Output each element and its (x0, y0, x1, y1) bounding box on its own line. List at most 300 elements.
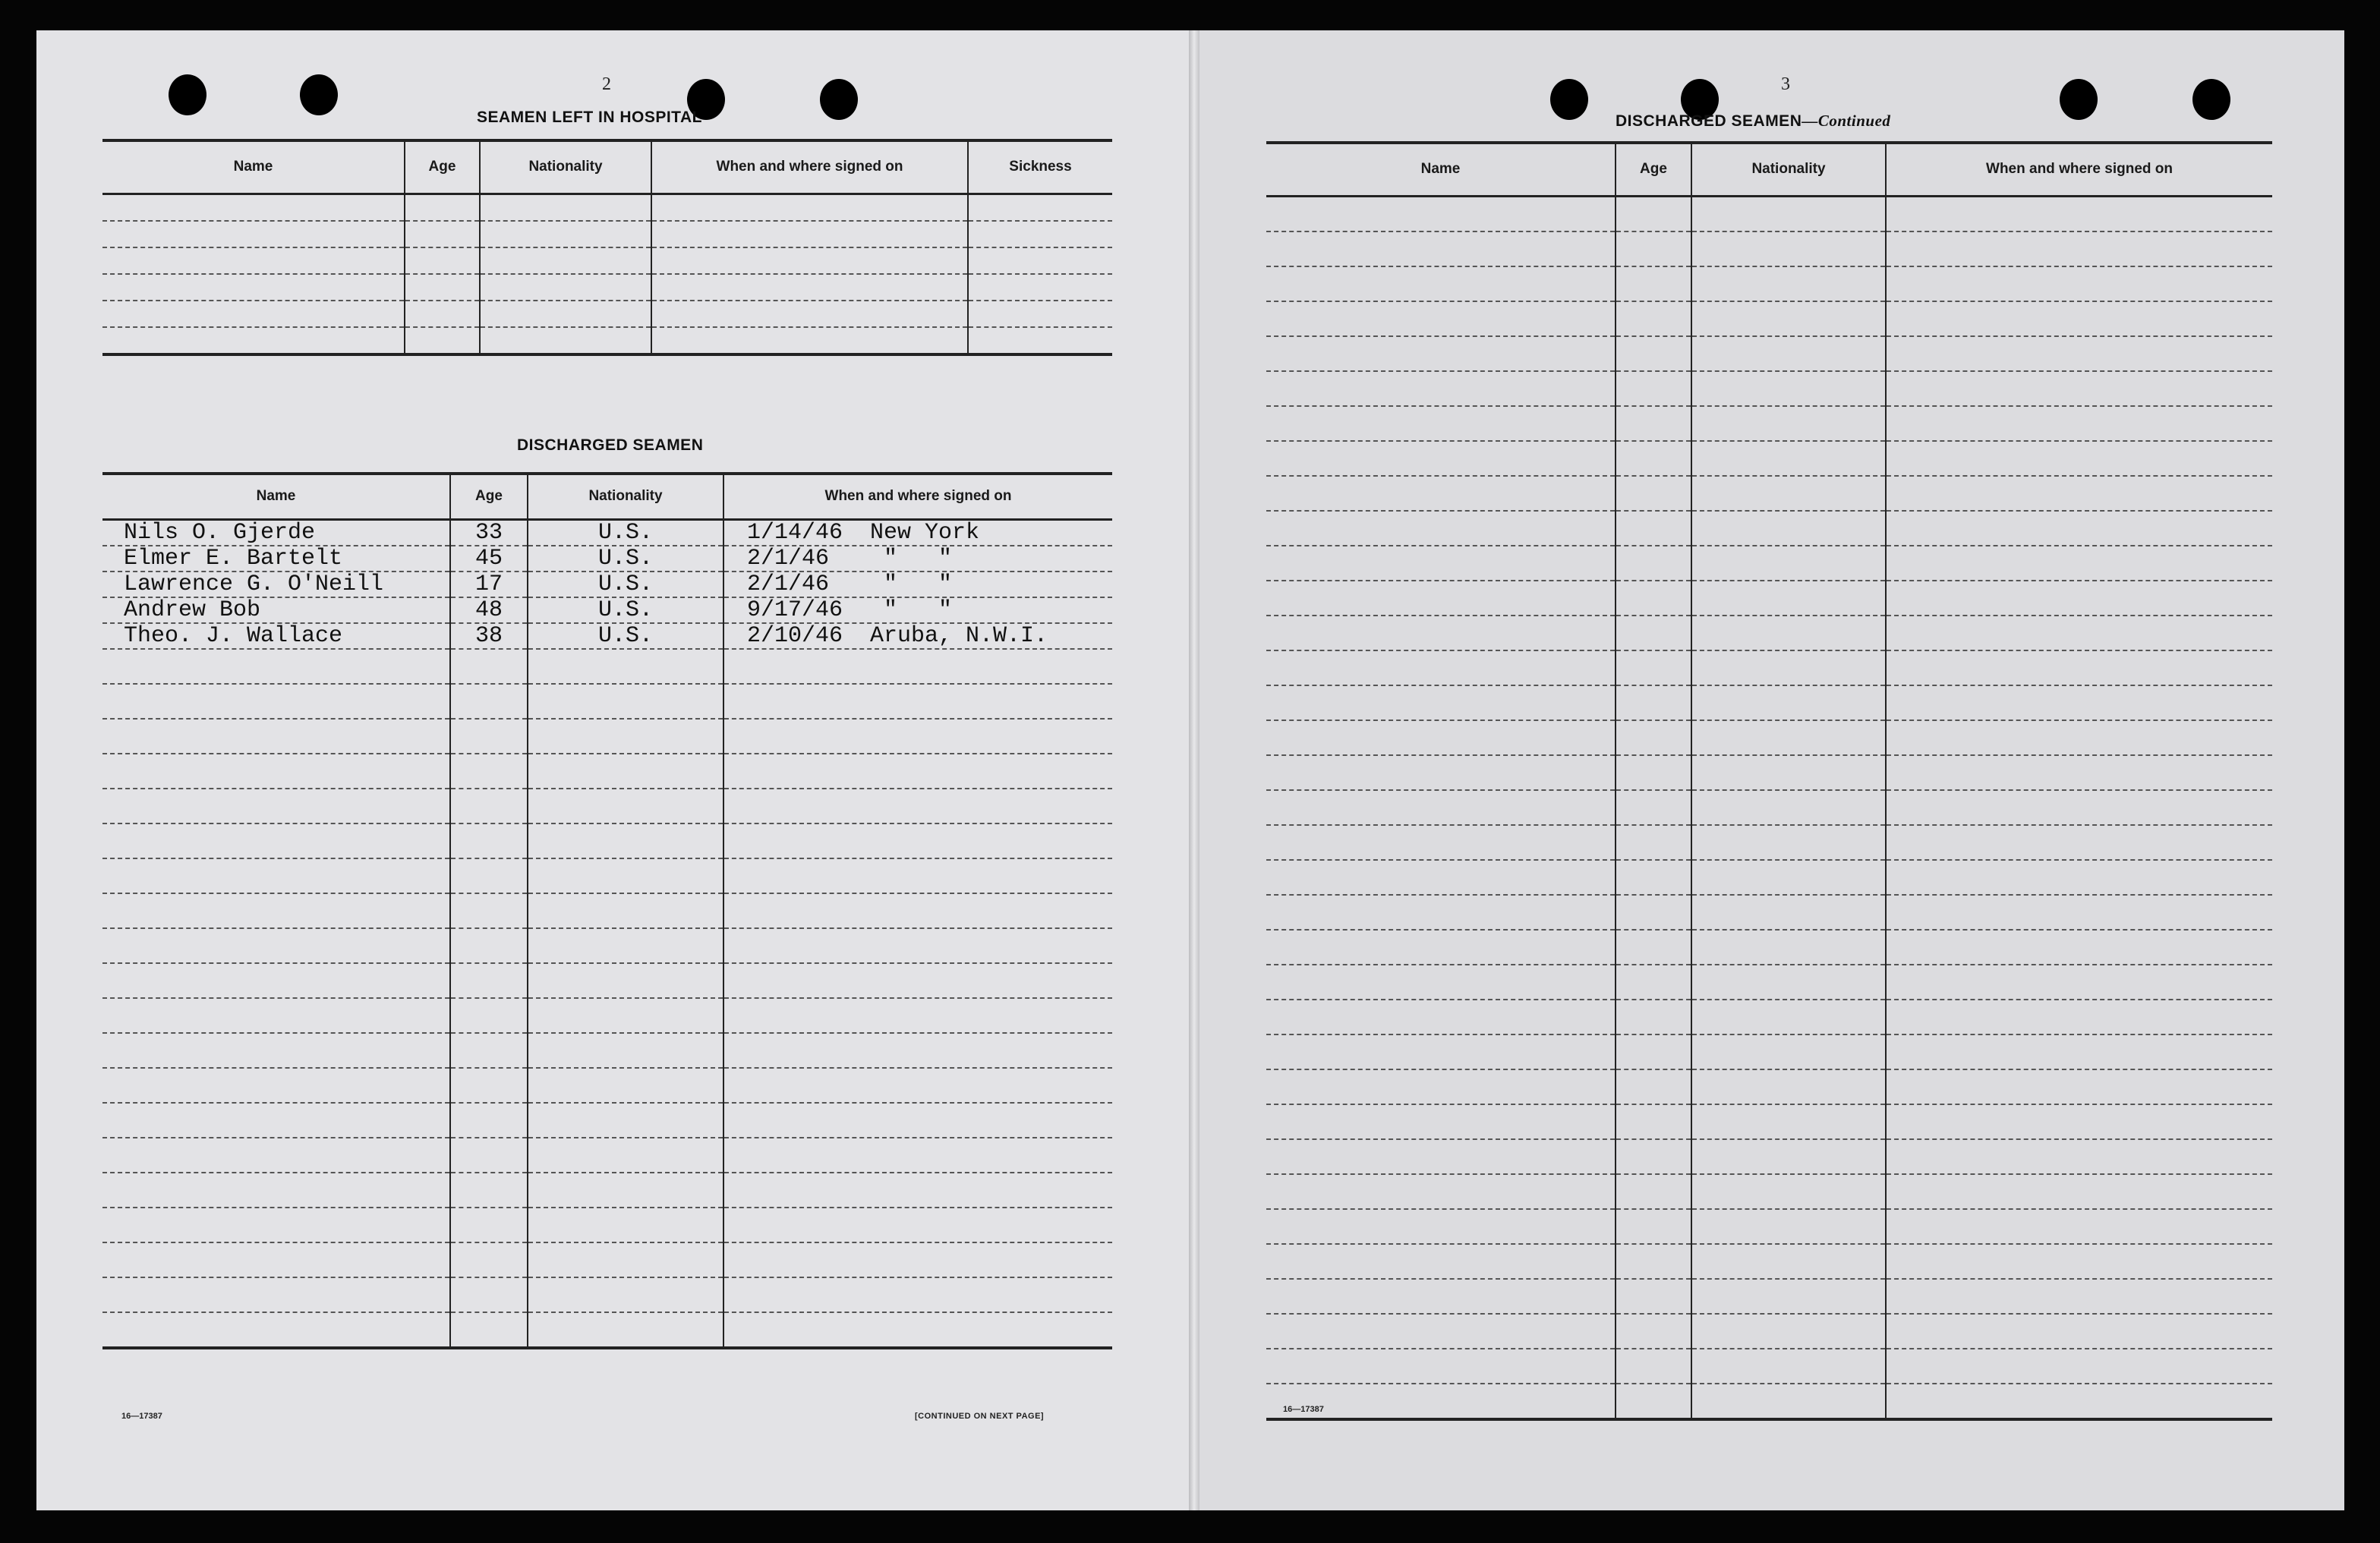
table-row (102, 1242, 1112, 1277)
name-cell (1266, 755, 1616, 790)
nationality-cell (528, 858, 723, 893)
column-header-name: Name (233, 159, 273, 175)
age-cell (450, 858, 528, 893)
table-row (102, 893, 1112, 928)
name-cell (1266, 1209, 1616, 1244)
nationality-cell (528, 1068, 723, 1103)
table-row (1266, 546, 2272, 581)
discharged-continued-title (1616, 112, 1890, 131)
when-where-cell (723, 823, 1112, 858)
nationality-cell (1691, 511, 1886, 546)
when-where-cell (1886, 860, 2272, 895)
age-cell (450, 1138, 528, 1173)
table-row (102, 274, 1112, 301)
age-cell (450, 719, 528, 754)
table-row (102, 1277, 1112, 1312)
nationality-cell (528, 719, 723, 754)
column-header-when-where: When and where signed on (1886, 143, 2272, 196)
table-row (1266, 336, 2272, 371)
age-cell (1616, 720, 1691, 755)
name-cell (102, 858, 450, 893)
when-where-cell (1886, 965, 2272, 1000)
when-where-cell (651, 274, 968, 301)
table-row (1266, 581, 2272, 616)
table-row (102, 572, 1112, 597)
name-cell (1266, 685, 1616, 720)
nationality-cell (480, 274, 651, 301)
sickness-cell (968, 274, 1112, 301)
table-row (1266, 476, 2272, 511)
form-number: 16—17387 (1283, 1405, 1324, 1414)
table-row (1266, 441, 2272, 476)
when-where-cell (1886, 1349, 2272, 1384)
name-cell: Nils O. Gjerde (102, 519, 450, 546)
when-where-cell (1886, 1384, 2272, 1419)
name-cell (102, 1312, 450, 1348)
table-row (102, 1068, 1112, 1103)
sickness-cell (968, 247, 1112, 274)
nationality-cell (1691, 1314, 1886, 1349)
table-row (102, 823, 1112, 858)
page-fold (1189, 30, 1199, 1510)
column-header-when-where: When and where signed on (723, 474, 1112, 519)
table-row (1266, 930, 2272, 965)
age-cell (405, 221, 480, 247)
nationality-cell (528, 893, 723, 928)
when-where-cell (723, 1208, 1112, 1242)
name-cell (102, 221, 405, 247)
age-cell (1616, 1209, 1691, 1244)
age-cell (1616, 231, 1691, 266)
age-cell (1616, 476, 1691, 511)
age-cell (1616, 1104, 1691, 1139)
table-row (1266, 301, 2272, 336)
continued-suffix: —Continued (1802, 112, 1891, 130)
table-row (102, 221, 1112, 247)
table-row (1266, 1209, 2272, 1244)
table-row (102, 623, 1112, 649)
table-row (1266, 825, 2272, 860)
sickness-cell (968, 221, 1112, 247)
table-row (102, 1208, 1112, 1242)
when-where-cell: 9/17/46 " " (723, 597, 1112, 623)
age-cell (1616, 790, 1691, 825)
nationality-cell (1691, 930, 1886, 965)
nationality-cell (1691, 755, 1886, 790)
table-row (1266, 406, 2272, 441)
age-cell (1616, 581, 1691, 616)
when-where-cell (1886, 1139, 2272, 1174)
age-cell (1616, 441, 1691, 476)
age-cell (1616, 1034, 1691, 1069)
name-cell (102, 327, 405, 354)
table-row (102, 998, 1112, 1033)
name-cell (1266, 546, 1616, 581)
table-row (1266, 371, 2272, 406)
age-cell (1616, 930, 1691, 965)
nationality-cell (1691, 1209, 1886, 1244)
name-cell (102, 1208, 450, 1242)
table-row (1266, 755, 2272, 790)
age-cell (450, 1173, 528, 1208)
name-cell (102, 247, 405, 274)
name-cell (1266, 1034, 1616, 1069)
name-cell (1266, 406, 1616, 441)
name-cell (1266, 965, 1616, 1000)
nationality-cell: U.S. (528, 623, 723, 649)
when-where-cell: 2/1/46 " " (723, 546, 1112, 572)
nationality-cell (528, 1138, 723, 1173)
when-where-cell (1886, 476, 2272, 511)
name-cell (102, 1242, 450, 1277)
column-header-nationality: Nationality (528, 474, 723, 519)
age-cell (1616, 1069, 1691, 1104)
name-cell (1266, 1104, 1616, 1139)
when-where-cell (723, 1138, 1112, 1173)
age-cell (1616, 1279, 1691, 1314)
table-row (1266, 720, 2272, 755)
name-cell (1266, 1244, 1616, 1279)
age-cell (450, 963, 528, 998)
when-where-cell (723, 719, 1112, 754)
nationality-cell (1691, 965, 1886, 1000)
age-cell: 48 (450, 597, 528, 623)
name-cell (102, 194, 405, 221)
sickness-cell (968, 301, 1112, 327)
age-cell (1616, 1244, 1691, 1279)
name-cell (1266, 231, 1616, 266)
table-row (102, 754, 1112, 789)
name-cell (1266, 930, 1616, 965)
name-cell (102, 754, 450, 789)
when-where-cell (651, 247, 968, 274)
name-cell (1266, 860, 1616, 895)
sickness-cell (968, 327, 1112, 354)
when-where-cell (723, 649, 1112, 684)
when-where-cell (723, 963, 1112, 998)
column-header-name: Name (1420, 161, 1461, 178)
name-cell: Elmer E. Bartelt (102, 546, 450, 572)
age-cell (1616, 371, 1691, 406)
table-row (1266, 1314, 2272, 1349)
when-where-cell (723, 789, 1112, 823)
continued-note: [CONTINUED ON NEXT PAGE] (915, 1412, 1045, 1421)
age-cell (1616, 196, 1691, 231)
name-cell (1266, 790, 1616, 825)
table-row (1266, 196, 2272, 231)
nationality-cell (528, 1103, 723, 1138)
punch-hole (820, 79, 858, 120)
name-cell (102, 684, 450, 719)
nationality-cell (1691, 1349, 1886, 1384)
age-cell (450, 1103, 528, 1138)
nationality-cell (1691, 1279, 1886, 1314)
when-where-cell (1886, 266, 2272, 301)
age-cell (1616, 1139, 1691, 1174)
name-cell (102, 1173, 450, 1208)
discharged-table (102, 472, 1112, 1349)
age-cell (450, 1033, 528, 1068)
age-cell (1616, 965, 1691, 1000)
form-number: 16—17387 (121, 1412, 162, 1421)
name-cell (102, 1277, 450, 1312)
nationality-cell (1691, 1139, 1886, 1174)
nationality-cell (1691, 1384, 1886, 1419)
when-where-cell (1886, 1000, 2272, 1034)
age-cell (1616, 1384, 1691, 1419)
table-row (1266, 1139, 2272, 1174)
nationality-cell (1691, 231, 1886, 266)
nationality-cell (528, 1173, 723, 1208)
age-cell (450, 754, 528, 789)
hospital-table (102, 139, 1112, 356)
when-where-cell (651, 301, 968, 327)
when-where-cell (723, 1242, 1112, 1277)
when-where-cell (1886, 581, 2272, 616)
nationality-cell (1691, 546, 1886, 581)
age-cell (450, 1068, 528, 1103)
page-number: 2 (602, 74, 611, 94)
name-cell (1266, 1139, 1616, 1174)
nationality-cell (1691, 476, 1886, 511)
table-row (1266, 685, 2272, 720)
name-cell (102, 963, 450, 998)
discharged-continued-table (1266, 141, 2272, 1421)
table-header-row (102, 474, 1112, 519)
age-cell (1616, 1314, 1691, 1349)
table-row (1266, 511, 2272, 546)
table-row (102, 597, 1112, 623)
table-row (1266, 266, 2272, 301)
when-where-cell (1886, 755, 2272, 790)
column-header-sickness: Sickness (968, 140, 1112, 194)
nationality-cell (1691, 336, 1886, 371)
column-header-when-where: When and where signed on (651, 140, 968, 194)
when-where-cell (1886, 1209, 2272, 1244)
table-row (102, 247, 1112, 274)
age-cell (1616, 1349, 1691, 1384)
table-row (1266, 616, 2272, 650)
column-header-age: Age (1616, 143, 1691, 196)
table-row (102, 649, 1112, 684)
name-cell (1266, 336, 1616, 371)
table-header-row (102, 140, 1112, 194)
name-cell (1266, 1279, 1616, 1314)
when-where-cell (1886, 1314, 2272, 1349)
nationality-cell (528, 789, 723, 823)
when-where-cell (1886, 1069, 2272, 1104)
age-cell (1616, 650, 1691, 685)
name-cell (1266, 1349, 1616, 1384)
nationality-cell (528, 1033, 723, 1068)
name-cell (1266, 1000, 1616, 1034)
name-cell (1266, 650, 1616, 685)
nationality-cell (480, 221, 651, 247)
age-cell (450, 928, 528, 963)
when-where-cell (723, 1173, 1112, 1208)
name-cell (102, 823, 450, 858)
table-row (102, 301, 1112, 327)
nationality-cell: U.S. (528, 597, 723, 623)
age-cell (405, 247, 480, 274)
name-cell (102, 1033, 450, 1068)
when-where-cell (1886, 1034, 2272, 1069)
punch-hole (1550, 79, 1588, 120)
when-where-cell (723, 998, 1112, 1033)
table-row (102, 519, 1112, 546)
name-cell (102, 928, 450, 963)
when-where-cell (723, 928, 1112, 963)
when-where-cell (1886, 371, 2272, 406)
table-row (102, 1103, 1112, 1138)
table-row (1266, 1349, 2272, 1384)
when-where-cell (651, 327, 968, 354)
name-cell (102, 789, 450, 823)
when-where-cell (723, 1312, 1112, 1348)
when-where-cell (1886, 720, 2272, 755)
name-cell (1266, 895, 1616, 930)
nationality-cell (528, 684, 723, 719)
when-where-cell (1886, 196, 2272, 231)
when-where-cell: 2/10/46 Aruba, N.W.I. (723, 623, 1112, 649)
name-cell (102, 274, 405, 301)
table-row (102, 963, 1112, 998)
table-row (102, 546, 1112, 572)
nationality-cell (528, 1312, 723, 1348)
nationality-cell (1691, 860, 1886, 895)
table-row (102, 194, 1112, 221)
name-cell (102, 1103, 450, 1138)
nationality-cell (1691, 581, 1886, 616)
nationality-cell (528, 754, 723, 789)
age-cell (1616, 685, 1691, 720)
when-where-cell (723, 1068, 1112, 1103)
when-where-cell (723, 1103, 1112, 1138)
nationality-cell (528, 998, 723, 1033)
table-row (1266, 1174, 2272, 1209)
table-row (1266, 1279, 2272, 1314)
age-cell (1616, 895, 1691, 930)
punch-hole (2192, 79, 2230, 120)
name-cell (1266, 616, 1616, 650)
age-cell: 45 (450, 546, 528, 572)
age-cell (1616, 755, 1691, 790)
table-row (1266, 1104, 2272, 1139)
age-cell (1616, 546, 1691, 581)
when-where-cell (723, 1033, 1112, 1068)
name-cell (102, 719, 450, 754)
nationality-cell (1691, 1034, 1886, 1069)
when-where-cell (1886, 930, 2272, 965)
age-cell (1616, 860, 1691, 895)
when-where-cell (723, 893, 1112, 928)
column-header-age: Age (450, 474, 528, 519)
when-where-cell (1886, 825, 2272, 860)
nationality-cell (528, 928, 723, 963)
table-row (102, 858, 1112, 893)
name-cell (1266, 196, 1616, 231)
when-where-cell: 2/1/46 " " (723, 572, 1112, 597)
name-cell (1266, 1174, 1616, 1209)
when-where-cell (1886, 511, 2272, 546)
when-where-cell (1886, 790, 2272, 825)
age-cell (1616, 406, 1691, 441)
nationality-cell (1691, 616, 1886, 650)
name-cell (1266, 266, 1616, 301)
name-cell (1266, 1069, 1616, 1104)
when-where-cell (1886, 650, 2272, 685)
age-cell (450, 1208, 528, 1242)
name-cell (102, 1068, 450, 1103)
table-row (102, 1138, 1112, 1173)
when-where-cell (1886, 895, 2272, 930)
table-header-row (1266, 143, 2272, 196)
nationality-cell (480, 301, 651, 327)
table-row (1266, 860, 2272, 895)
discharged-continued-label: DISCHARGED SEAMEN (1616, 112, 1802, 130)
nationality-cell (480, 194, 651, 221)
when-where-cell (1886, 336, 2272, 371)
sickness-cell (968, 194, 1112, 221)
age-cell (450, 893, 528, 928)
table-row (102, 1033, 1112, 1068)
nationality-cell (528, 823, 723, 858)
when-where-cell (1886, 301, 2272, 336)
age-cell: 38 (450, 623, 528, 649)
age-cell: 17 (450, 572, 528, 597)
hospital-section-title: SEAMEN LEFT IN HOSPITAL (477, 109, 702, 126)
name-cell: Andrew Bob (102, 597, 450, 623)
nationality-cell (1691, 1244, 1886, 1279)
when-where-cell (651, 194, 968, 221)
nationality-cell (1691, 790, 1886, 825)
when-where-cell (723, 684, 1112, 719)
name-cell (1266, 1314, 1616, 1349)
when-where-cell: 1/14/46 New York (723, 519, 1112, 546)
table-row (102, 928, 1112, 963)
age-cell (450, 1242, 528, 1277)
nationality-cell (1691, 301, 1886, 336)
age-cell (450, 1277, 528, 1312)
table-row (1266, 965, 2272, 1000)
nationality-cell (1691, 1104, 1886, 1139)
age-cell (1616, 1000, 1691, 1034)
discharged-section-title: DISCHARGED SEAMEN (517, 436, 704, 454)
punch-hole (300, 74, 338, 115)
table-row (102, 789, 1112, 823)
table-row (102, 327, 1112, 354)
age-cell (405, 274, 480, 301)
nationality-cell (1691, 895, 1886, 930)
age-cell (405, 327, 480, 354)
nationality-cell (1691, 1000, 1886, 1034)
column-header-age: Age (405, 140, 480, 194)
when-where-cell (1886, 1104, 2272, 1139)
when-where-cell (1886, 1244, 2272, 1279)
table-row (1266, 1034, 2272, 1069)
age-cell (450, 789, 528, 823)
nationality-cell (1691, 650, 1886, 685)
table-row (1266, 231, 2272, 266)
nationality-cell: U.S. (528, 519, 723, 546)
table-row (1266, 650, 2272, 685)
when-where-cell (723, 858, 1112, 893)
table-row (1266, 895, 2272, 930)
table-row (1266, 1000, 2272, 1034)
age-cell (450, 684, 528, 719)
age-cell (1616, 825, 1691, 860)
column-header-nationality: Nationality (1691, 143, 1886, 196)
